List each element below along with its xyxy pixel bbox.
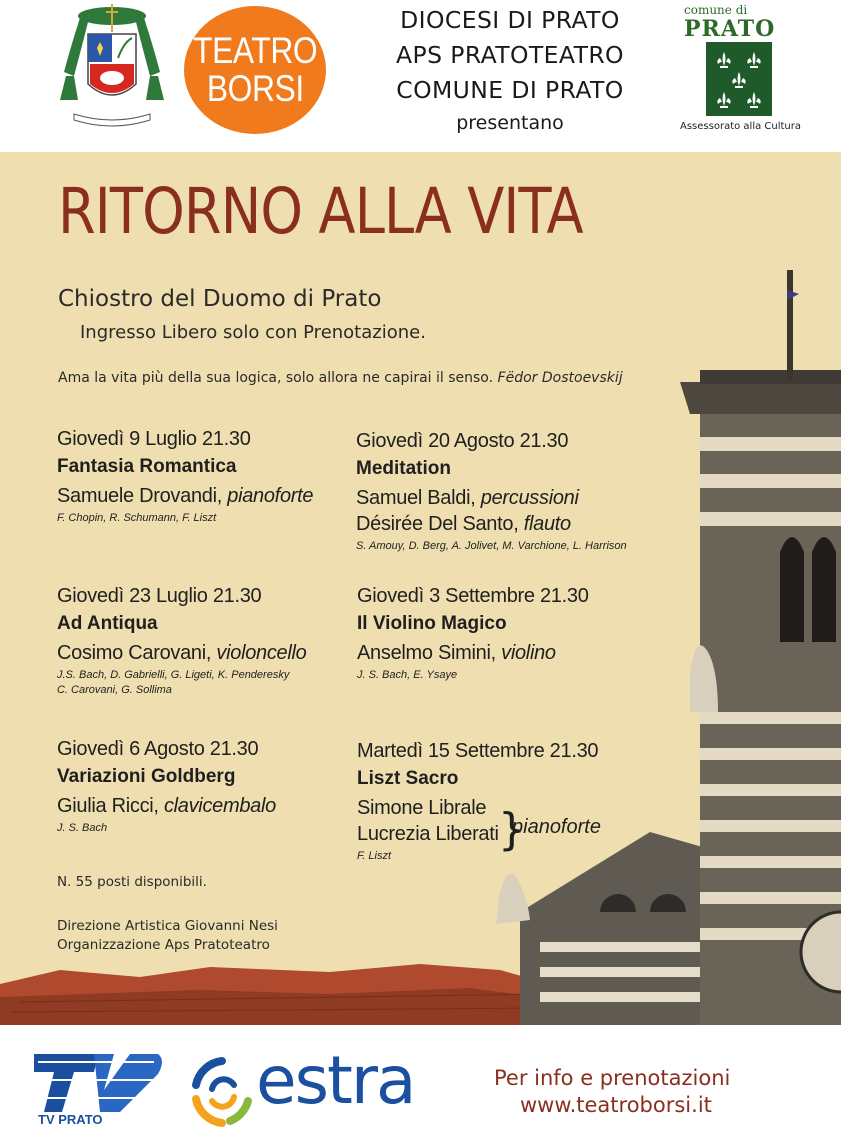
performer-instrument: flauto (523, 513, 571, 535)
event-performer (57, 795, 276, 821)
event-date: Giovedì 20 Agosto 21.30 (356, 430, 569, 452)
teatro-logo-line-1: TEATRO (192, 30, 318, 71)
event-performer: Lucrezia Liberati (357, 823, 499, 845)
performer-instrument: percussioni (480, 487, 579, 509)
event-performer (57, 642, 307, 668)
event-performer: Simone Librale (357, 797, 487, 819)
teatro-logo-line-2: BORSI (206, 68, 304, 109)
poster-title: RITORNO ALLA VITA (58, 175, 583, 248)
dostoevskij-quote (58, 370, 623, 386)
brace-icon: } (498, 804, 526, 855)
comune-logo-small-text: comune di (684, 3, 748, 17)
comune-logo-caption: Assessorato alla Cultura (680, 121, 801, 132)
shared-instrument-label: pianoforte (512, 816, 601, 838)
event-composers: F. Liszt (357, 850, 392, 862)
ingresso-note: Ingresso Libero solo con Prenotazione. (80, 322, 426, 343)
event-composers: J. S. Bach (57, 822, 108, 834)
performer-name: Samuele Drovandi, (57, 485, 228, 507)
direzione-credit: Direzione Artistica Giovanni Nesi (57, 918, 278, 934)
estra-swirl-icon (190, 1055, 254, 1129)
performer-name: Cosimo Carovani, (57, 642, 217, 664)
event-date: Giovedì 9 Luglio 21.30 (57, 428, 251, 450)
event-performer (57, 485, 313, 511)
teatro-borsi-logo (184, 6, 326, 134)
organizzazione-credit: Organizzazione Aps Pratoteatro (57, 937, 270, 953)
performer-name: Giulia Ricci, (57, 795, 164, 817)
presenter-pratoteatro: APS PRATOTEATRO (396, 41, 624, 69)
event-date: Giovedì 23 Luglio 21.30 (57, 585, 262, 607)
event-date: Giovedì 3 Settembre 21.30 (357, 585, 589, 607)
poster-subtitle: Chiostro del Duomo di Prato (58, 286, 382, 312)
event-title: Liszt Sacro (357, 768, 459, 789)
info-line: Per info e prenotazioni (494, 1066, 731, 1090)
event-title: Variazioni Goldberg (57, 766, 236, 787)
event-composers: S. Amouy, D. Berg, A. Jolivet, M. Varchione, L. Harrison (356, 540, 627, 552)
website-link[interactable]: www.teatroborsi.it (520, 1093, 712, 1117)
tv-prato-label: TV PRATO (38, 1112, 103, 1127)
performer-instrument: violoncello (216, 642, 307, 664)
event-card (57, 428, 313, 526)
performer-name: Anselmo Simini, (357, 642, 502, 664)
event-performer (356, 513, 627, 539)
event-performer (357, 642, 589, 668)
event-card (57, 738, 276, 836)
performer-name: Samuel Baldi, (356, 487, 481, 509)
performer-instrument: pianoforte (227, 485, 314, 507)
event-date: Giovedì 6 Agosto 21.30 (57, 738, 259, 760)
event-composers: C. Carovani, G. Sollima (57, 684, 172, 696)
presentano-label: presentano (456, 112, 564, 134)
event-card (357, 740, 598, 864)
fleur-de-lis-shield-icon (706, 42, 772, 116)
performer-instrument: violino (501, 642, 556, 664)
quote-text: Ama la vita più della sua logica, solo allora ne capirai il senso. (58, 370, 494, 386)
posti-note: N. 55 posti disponibili. (57, 874, 207, 890)
event-card (357, 585, 589, 683)
poster-panel (0, 152, 841, 1025)
event-card (356, 430, 627, 554)
quote-author: Fëdor Dostoevskij (497, 370, 623, 386)
event-title: Meditation (356, 458, 451, 479)
performer-instrument: clavicembalo (163, 795, 276, 817)
event-title: Fantasia Romantica (57, 456, 237, 477)
event-composers: J. S. Bach, E. Ysaye (357, 669, 458, 681)
comune-logo-big-text: PRATO (684, 16, 776, 42)
event-composers: J.S. Bach, D. Gabrielli, G. Ligeti, K. Penderesky (57, 669, 290, 681)
event-performer (356, 487, 627, 513)
event-title: Il Violino Magico (357, 613, 507, 634)
event-composers: F. Chopin, R. Schumann, F. Liszt (57, 512, 217, 524)
presenter-comune: COMUNE DI PRATO (396, 76, 624, 104)
event-date: Martedì 15 Settembre 21.30 (357, 740, 599, 762)
diocese-crest-logo (52, 2, 172, 130)
presenter-diocesi: DIOCESI DI PRATO (400, 6, 620, 34)
event-title: Ad Antiqua (57, 613, 158, 634)
event-card (57, 585, 307, 698)
performer-name: Désirée Del Santo, (356, 513, 524, 535)
estra-logo-text: estra (256, 1042, 415, 1119)
